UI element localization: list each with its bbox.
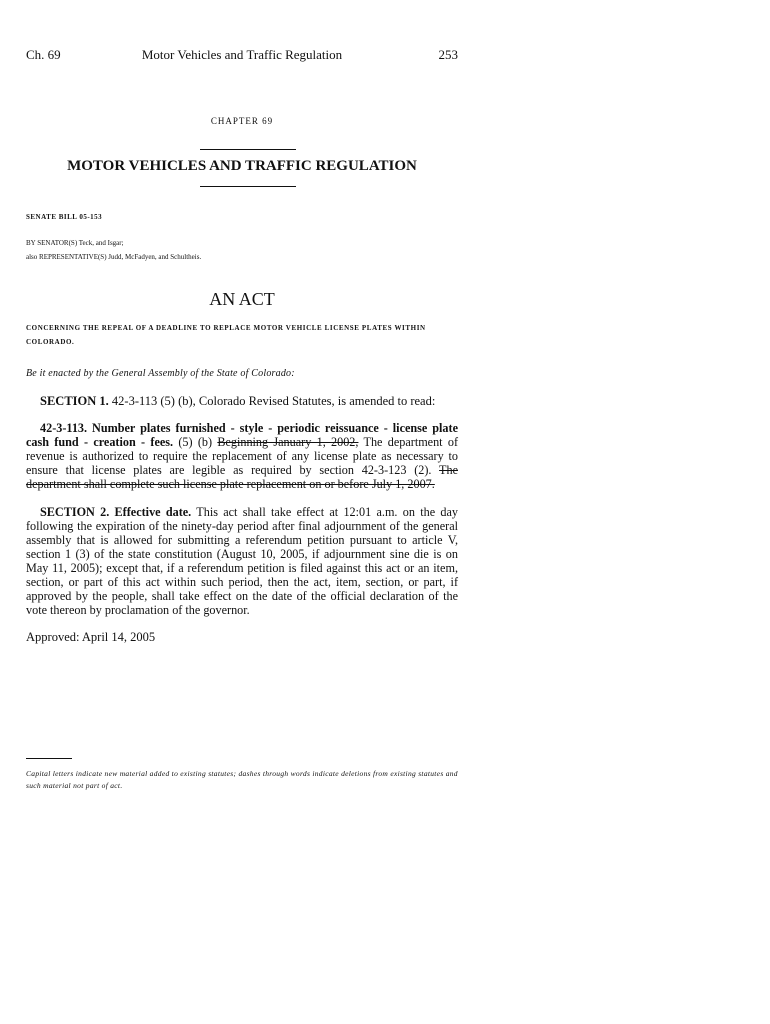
senate-sponsors: BY SENATOR(S) Teck, and Isgar; xyxy=(26,239,124,247)
chapter-label: CHAPTER 69 xyxy=(210,116,274,126)
section-1-label: SECTION 1. xyxy=(40,394,109,408)
section-2-label: SECTION 2. xyxy=(40,505,110,519)
statute-text: The department of revenue is authorized to require the replacement of any license plate as necessary to ensure that license plates are legible as required by section 42-3-123 (2). xyxy=(26,435,459,477)
statute-heading: 42-3-113. Number plates furnished - style - periodic reissuance - license plate cash fund - creation - fees. xyxy=(26,421,458,449)
house-sponsors: also REPRESENTATIVE(S) Judd, McFadyen, and Schultheis. xyxy=(26,253,202,261)
chapter-number: Ch. 69 xyxy=(26,47,61,62)
enacting-clause: Be it enacted by the General Assembly of the State of Colorado: xyxy=(26,368,295,379)
footnote-rule xyxy=(26,758,72,759)
section-1 xyxy=(40,394,435,409)
page-number: 253 xyxy=(438,47,458,62)
deleted-text-2: The department shall complete such license plate replacement on or before July 1, 2007. xyxy=(26,463,458,491)
sponsors xyxy=(26,236,201,264)
title-rule-bottom xyxy=(200,186,296,187)
section-2 xyxy=(26,505,458,617)
statute-paragraph xyxy=(26,421,458,491)
chapter-title: MOTOR VEHICLES AND TRAFFIC REGULATION xyxy=(67,158,417,174)
section-1-text: 42-3-113 (5) (b), Colorado Revised Statutes, is amended to read: xyxy=(108,394,436,408)
section-2-heading: Effective date. xyxy=(109,505,192,519)
deleted-text-1: Beginning January 1, 2002, xyxy=(217,435,359,449)
title-rule-top xyxy=(200,149,296,150)
act-title: CONCERNING THE REPEAL OF A DEADLINE TO REPLACE MOTOR VEHICLE LICENSE PLATES WITHIN COLORADO. xyxy=(26,324,426,346)
running-header xyxy=(26,47,458,65)
statute-subsection: (5) (b) xyxy=(173,435,218,449)
footnote: Capital letters indicate new material added to existing statutes; dashes through words indicate deletions from existing statutes and such material not part of act. xyxy=(26,769,458,790)
document-page xyxy=(26,0,458,1024)
running-title: Motor Vehicles and Traffic Regulation xyxy=(141,47,343,62)
section-2-text: This act shall take effect at 12:01 a.m. on the day following the expiration of the ninety-day period after final adjournment of the general assembly that is allowed for submitting a referendum petition pursuant to article V, section 1 (3) of the state constitution (August 10, 2005, if adjournment sine die is on May 11, 2005); except that, if a referendum petition is filed against this act or an item, section, or part of this act within such period, then the act, item, section, or part, if approved by the people, shall take effect on the date of the official declaration of the vote thereon by proclamation of the governor. xyxy=(26,505,458,617)
approval-date: Approved: April 14, 2005 xyxy=(26,630,156,644)
act-heading: AN ACT xyxy=(209,289,275,309)
bill-number: SENATE BILL 05-153 xyxy=(26,213,103,221)
